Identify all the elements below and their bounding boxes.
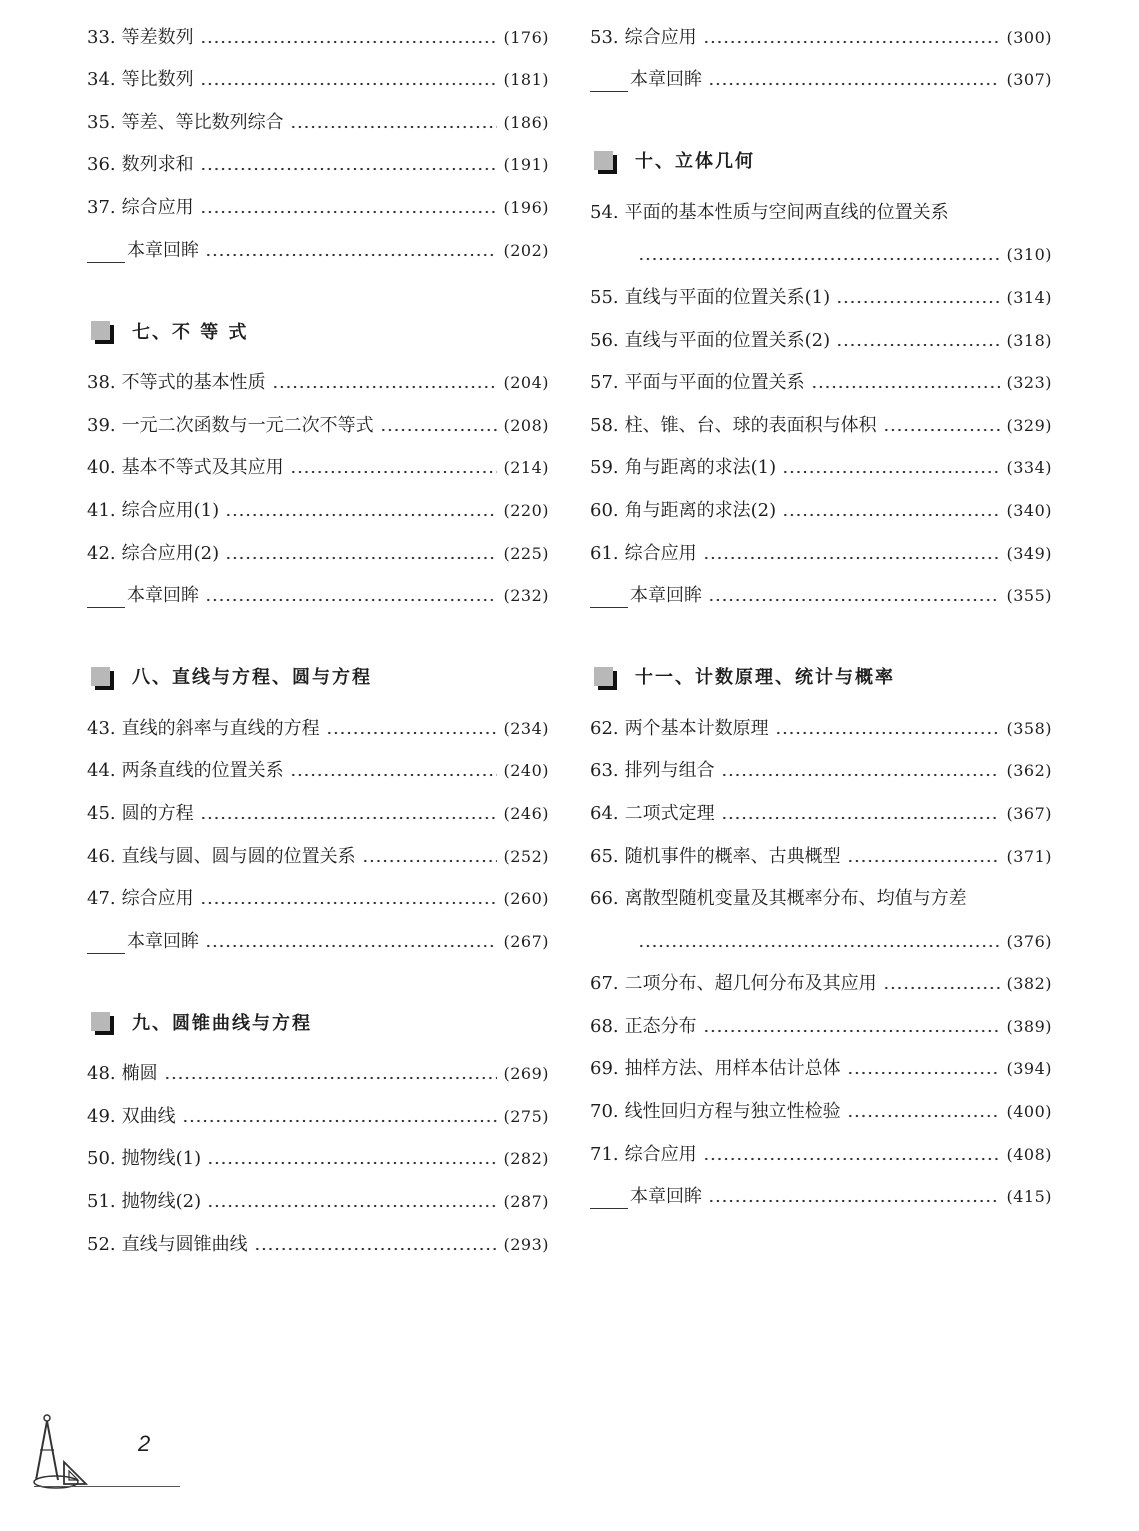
toc-entry — [590, 1082, 1052, 1125]
entry-title: 本章回眸 — [127, 930, 199, 952]
toc-entry — [590, 439, 1052, 482]
toc-entry — [87, 699, 549, 742]
dot-leader — [708, 1199, 1000, 1203]
entry-number: 35. — [87, 111, 116, 133]
entry-title: 平面的基本性质与空间两直线的位置关系 — [624, 201, 949, 223]
entry-number: 51. — [87, 1191, 116, 1213]
entry-title: 平面与平面的位置关系 — [624, 372, 805, 394]
toc-entry — [590, 8, 1052, 51]
entry-number: 49. — [87, 1105, 116, 1127]
entry-title: 综合应用 — [624, 1143, 697, 1165]
dot-leader — [200, 816, 498, 820]
chapter-title: 七、不 等 式 — [132, 321, 249, 343]
entry-title: 一元二次函数与一元二次不等式 — [121, 414, 374, 436]
dot-leader — [207, 1204, 497, 1208]
entry-title: 直线的斜率与直线的方程 — [121, 717, 320, 739]
entry-title: 基本不等式及其应用 — [121, 457, 284, 479]
chapter-heading — [590, 653, 1052, 699]
toc-entry — [87, 1045, 549, 1088]
entry-page: (340) — [1006, 500, 1052, 520]
entry-title: 双曲线 — [121, 1105, 176, 1127]
entry-page: (204) — [503, 373, 549, 393]
entry-title: 直线与圆锥曲线 — [121, 1233, 248, 1255]
compass-triangle-icon — [26, 1410, 106, 1490]
chapter-review-entry — [590, 1168, 1052, 1211]
entry-title: 本章回眸 — [630, 69, 702, 91]
entry-page: (196) — [503, 197, 549, 217]
entry-title: 数列求和 — [121, 154, 194, 176]
toc-entry — [590, 742, 1052, 785]
chapter-marker-icon — [594, 667, 613, 686]
entry-number: 68. — [590, 1015, 619, 1037]
review-dash — [590, 91, 628, 92]
entry-page: (186) — [503, 112, 549, 132]
entry-page: (252) — [503, 846, 549, 866]
entry-number: 71. — [590, 1143, 619, 1165]
review-dash — [590, 1208, 628, 1209]
entry-page: (246) — [503, 803, 549, 823]
dot-leader — [164, 1076, 498, 1080]
toc-entry — [590, 784, 1052, 827]
dot-leader — [721, 773, 1001, 777]
entry-title: 等差、等比数列综合 — [121, 111, 284, 133]
entry-title: 柱、锥、台、球的表面积与体积 — [624, 414, 877, 436]
dot-leader — [200, 167, 498, 171]
entry-title: 排列与组合 — [624, 760, 715, 782]
entry-page: (293) — [503, 1234, 549, 1254]
entry-title: 综合应用(2) — [121, 542, 220, 564]
entry-title: 综合应用 — [121, 196, 194, 218]
entry-page: (269) — [503, 1064, 549, 1084]
entry-title: 综合应用(1) — [121, 499, 220, 521]
entry-number: 57. — [590, 372, 619, 394]
entry-number: 38. — [87, 372, 116, 394]
dot-leader — [847, 1114, 1001, 1118]
entry-title: 直线与圆、圆与圆的位置关系 — [121, 845, 356, 867]
toc-entry — [87, 439, 549, 482]
entry-number: 67. — [590, 973, 619, 995]
toc-entry — [590, 311, 1052, 354]
dot-leader — [782, 470, 1000, 474]
review-dash — [87, 953, 125, 954]
toc-entry — [590, 396, 1052, 439]
toc-entry — [87, 93, 549, 136]
chapter-review-entry — [87, 221, 549, 264]
dot-leader — [254, 1247, 498, 1251]
entry-title: 本章回眸 — [127, 239, 199, 261]
entry-number: 66. — [590, 888, 619, 910]
toc-entry — [87, 827, 549, 870]
entry-title: 不等式的基本性质 — [121, 372, 266, 394]
dot-leader — [836, 343, 1000, 347]
entry-page: (318) — [1006, 330, 1052, 350]
entry-number: 43. — [87, 717, 116, 739]
toc-entry — [87, 784, 549, 827]
dot-leader — [703, 1157, 1001, 1161]
review-dash — [87, 262, 125, 263]
entry-number: 42. — [87, 542, 116, 564]
toc-entry — [87, 870, 549, 913]
entry-page: (382) — [1006, 974, 1052, 994]
entry-page: (220) — [503, 500, 549, 520]
entry-page: (287) — [503, 1192, 549, 1212]
entry-title: 角与距离的求法(2) — [624, 499, 777, 521]
entry-number: 58. — [590, 414, 619, 436]
chapter-heading — [87, 308, 549, 354]
chapter-heading — [87, 653, 549, 699]
chapter-heading — [87, 999, 549, 1045]
entry-number: 65. — [590, 845, 619, 867]
entry-title: 二项分布、超几何分布及其应用 — [624, 973, 877, 995]
entry-title: 抛物线(1) — [121, 1148, 202, 1170]
entry-page: (355) — [1006, 586, 1052, 606]
dot-leader — [883, 986, 1001, 990]
section-gap — [590, 609, 1052, 653]
entry-title: 正态分布 — [624, 1015, 697, 1037]
entry-page: (310) — [1006, 245, 1052, 265]
dot-leader — [182, 1119, 498, 1123]
entry-page: (376) — [1006, 931, 1052, 951]
chapter-marker-icon — [91, 1012, 110, 1031]
entry-number: 40. — [87, 457, 116, 479]
entry-page: (371) — [1006, 846, 1052, 866]
dot-leader — [638, 257, 1000, 261]
toc-entry — [590, 524, 1052, 567]
dot-leader — [205, 253, 497, 257]
entry-page: (208) — [503, 415, 549, 435]
entry-title: 两个基本计数原理 — [624, 717, 769, 739]
toc-entry — [87, 178, 549, 221]
toc-entry — [590, 870, 1052, 913]
dot-leader — [225, 513, 497, 517]
toc-entry — [87, 136, 549, 179]
entry-page: (408) — [1006, 1144, 1052, 1164]
review-dash — [87, 607, 125, 608]
toc-entry — [87, 8, 549, 51]
chapter-title: 九、圆锥曲线与方程 — [132, 1012, 312, 1034]
entry-number: 53. — [590, 26, 619, 48]
toc-entry — [590, 481, 1052, 524]
dot-leader — [272, 385, 498, 389]
entry-page: (367) — [1006, 803, 1052, 823]
dot-leader — [782, 513, 1000, 517]
chapter-review-entry — [87, 912, 549, 955]
toc-entry — [87, 524, 549, 567]
dot-leader — [847, 1071, 1001, 1075]
dot-leader — [200, 40, 498, 44]
dot-leader — [290, 470, 498, 474]
dot-leader — [290, 125, 498, 129]
footer-rule — [34, 1486, 180, 1487]
entry-number: 61. — [590, 542, 619, 564]
toc-entry — [590, 912, 1052, 955]
entry-number: 59. — [590, 457, 619, 479]
dot-leader — [290, 773, 498, 777]
dot-leader — [883, 428, 1001, 432]
dot-leader — [703, 556, 1001, 560]
toc-left-column — [87, 8, 549, 1258]
toc-entry — [87, 354, 549, 397]
toc-entry — [87, 1172, 549, 1215]
dot-leader — [638, 944, 1000, 948]
entry-page: (282) — [503, 1149, 549, 1169]
entry-title: 综合应用 — [624, 26, 697, 48]
entry-page: (300) — [1006, 27, 1052, 47]
entry-title: 离散型随机变量及其概率分布、均值与方差 — [624, 888, 967, 910]
chapter-review-entry — [590, 567, 1052, 610]
dot-leader — [708, 82, 1000, 86]
entry-title: 直线与平面的位置关系(2) — [624, 329, 831, 351]
entry-number: 62. — [590, 717, 619, 739]
dot-leader — [200, 901, 498, 905]
entry-number: 44. — [87, 760, 116, 782]
entry-title: 线性回归方程与独立性检验 — [624, 1101, 841, 1123]
chapter-title: 十一、计数原理、统计与概率 — [635, 667, 895, 689]
entry-number: 52. — [87, 1233, 116, 1255]
dot-leader — [207, 1161, 497, 1165]
entry-page: (234) — [503, 718, 549, 738]
toc-entry — [590, 955, 1052, 998]
entry-title: 抽样方法、用样本估计总体 — [624, 1058, 841, 1080]
toc-entry — [87, 51, 549, 94]
toc-entry — [590, 699, 1052, 742]
entry-number: 36. — [87, 154, 116, 176]
dot-leader — [200, 82, 498, 86]
entry-title: 本章回眸 — [127, 585, 199, 607]
toc-entry — [590, 1125, 1052, 1168]
entry-number: 56. — [590, 329, 619, 351]
chapter-heading — [590, 137, 1052, 183]
dot-leader — [721, 816, 1001, 820]
dot-leader — [811, 385, 1001, 389]
section-gap — [87, 264, 549, 308]
dot-leader — [326, 731, 498, 735]
entry-number: 64. — [590, 802, 619, 824]
entry-number: 41. — [87, 499, 116, 521]
entry-number: 46. — [87, 845, 116, 867]
entry-number: 34. — [87, 69, 116, 91]
entry-title: 综合应用 — [121, 888, 194, 910]
dot-leader — [200, 210, 498, 214]
entry-page: (202) — [503, 240, 549, 260]
entry-page: (358) — [1006, 718, 1052, 738]
entry-title: 综合应用 — [624, 542, 697, 564]
dot-leader — [775, 731, 1001, 735]
toc-entry — [590, 827, 1052, 870]
entry-title: 两条直线的位置关系 — [121, 760, 284, 782]
entry-page: (191) — [503, 155, 549, 175]
entry-number: 70. — [590, 1101, 619, 1123]
entry-number: 33. — [87, 26, 116, 48]
toc-entry — [87, 742, 549, 785]
dot-leader — [225, 556, 497, 560]
chapter-title: 十、立体几何 — [635, 151, 755, 173]
entry-number: 69. — [590, 1058, 619, 1080]
entry-number: 45. — [87, 802, 116, 824]
entry-page: (362) — [1006, 761, 1052, 781]
entry-page: (400) — [1006, 1102, 1052, 1122]
toc-entry — [590, 226, 1052, 269]
entry-page: (214) — [503, 458, 549, 478]
toc-entry — [590, 354, 1052, 397]
entry-title: 直线与平面的位置关系(1) — [624, 286, 831, 308]
entry-number: 37. — [87, 196, 116, 218]
entry-number: 60. — [590, 499, 619, 521]
entry-page: (176) — [503, 27, 549, 47]
section-gap — [590, 93, 1052, 137]
entry-page: (394) — [1006, 1059, 1052, 1079]
toc-entry — [87, 481, 549, 524]
entry-page: (334) — [1006, 458, 1052, 478]
entry-title: 椭圆 — [121, 1063, 158, 1085]
dot-leader — [380, 428, 498, 432]
entry-title: 抛物线(2) — [121, 1191, 202, 1213]
entry-number: 55. — [590, 286, 619, 308]
entry-page: (323) — [1006, 373, 1052, 393]
entry-number: 54. — [590, 201, 619, 223]
entry-page: (181) — [503, 70, 549, 90]
toc-entry — [590, 1040, 1052, 1083]
section-gap — [87, 609, 549, 653]
entry-page: (275) — [503, 1106, 549, 1126]
entry-page: (415) — [1006, 1187, 1052, 1207]
entry-title: 本章回眸 — [630, 585, 702, 607]
chapter-title: 八、直线与方程、圆与方程 — [132, 667, 372, 689]
dot-leader — [703, 1029, 1001, 1033]
entry-page: (240) — [503, 761, 549, 781]
entry-title: 圆的方程 — [121, 802, 194, 824]
entry-number: 63. — [590, 760, 619, 782]
dot-leader — [836, 300, 1000, 304]
entry-number: 47. — [87, 888, 116, 910]
entry-number: 50. — [87, 1148, 116, 1170]
entry-page: (225) — [503, 543, 549, 563]
toc-entry — [87, 396, 549, 439]
entry-title: 本章回眸 — [630, 1186, 702, 1208]
entry-page: (349) — [1006, 543, 1052, 563]
dot-leader — [703, 40, 1001, 44]
chapter-marker-icon — [91, 321, 110, 340]
dot-leader — [362, 859, 498, 863]
entry-title: 二项式定理 — [624, 802, 715, 824]
entry-page: (267) — [503, 931, 549, 951]
entry-page: (260) — [503, 889, 549, 909]
toc-entry — [590, 997, 1052, 1040]
entry-title: 等比数列 — [121, 69, 194, 91]
toc-entry — [87, 1215, 549, 1258]
entry-title: 等差数列 — [121, 26, 194, 48]
entry-page: (307) — [1006, 70, 1052, 90]
review-dash — [590, 607, 628, 608]
entry-page: (389) — [1006, 1016, 1052, 1036]
chapter-review-entry — [590, 51, 1052, 94]
chapter-marker-icon — [91, 667, 110, 686]
entry-page: (329) — [1006, 415, 1052, 435]
entry-page: (314) — [1006, 287, 1052, 307]
entry-title: 角与距离的求法(1) — [624, 457, 777, 479]
section-gap — [87, 955, 549, 999]
entry-number: 39. — [87, 414, 116, 436]
chapter-review-entry — [87, 567, 549, 610]
dot-leader — [708, 598, 1000, 602]
toc-entry — [590, 183, 1052, 226]
toc-entry — [590, 268, 1052, 311]
entry-number: 48. — [87, 1063, 116, 1085]
toc-entry — [87, 1087, 549, 1130]
dot-leader — [205, 944, 497, 948]
toc-entry — [87, 1130, 549, 1173]
entry-title: 随机事件的概率、古典概型 — [624, 845, 841, 867]
chapter-marker-icon — [594, 151, 613, 170]
page-number: 2 — [138, 1431, 151, 1456]
dot-leader — [847, 859, 1001, 863]
entry-page: (232) — [503, 586, 549, 606]
toc-right-column — [590, 8, 1052, 1210]
dot-leader — [205, 598, 497, 602]
